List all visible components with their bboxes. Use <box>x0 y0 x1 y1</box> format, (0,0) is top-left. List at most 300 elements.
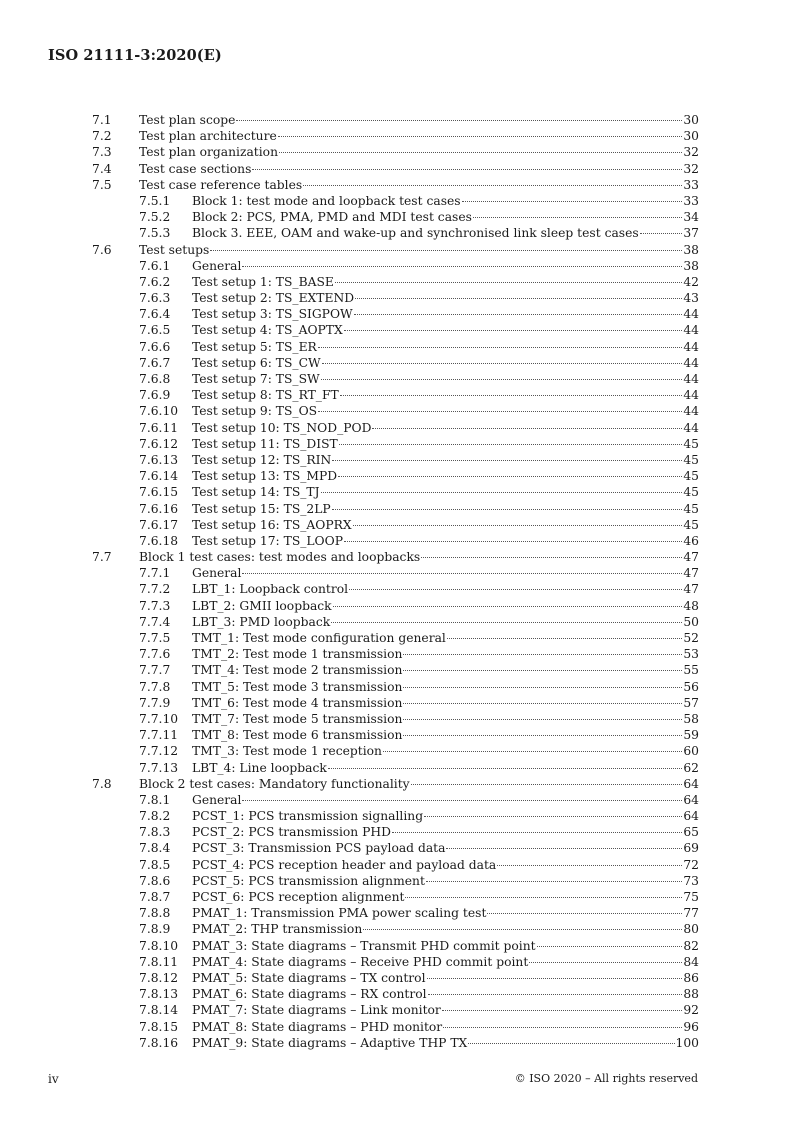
toc-entry-body <box>192 1035 699 1051</box>
toc-entry-title: Test setup 3: TS_SIGPOW <box>192 307 353 322</box>
toc-entry[interactable] <box>92 128 699 144</box>
toc-entry-body <box>192 225 699 241</box>
toc-entry-body <box>192 258 699 274</box>
toc-entry-title: Test plan architecture <box>139 129 277 144</box>
toc-entry-number: 7.7.2 <box>139 582 171 597</box>
toc-entry-number: 7.8.15 <box>139 1019 179 1034</box>
toc-entry-title: Block 2 test cases: Mandatory functionality <box>139 776 410 791</box>
toc-entry-number: 7.7.9 <box>139 695 171 710</box>
toc-entry-body <box>139 242 699 258</box>
toc-entry-page: 92 <box>683 1003 699 1018</box>
toc-entry-number: 7.8.14 <box>139 1003 179 1018</box>
toc-entry[interactable] <box>92 695 699 711</box>
toc-entry-title: PCST_2: PCS transmission PHD <box>192 825 391 840</box>
toc-dot-leader <box>487 913 682 914</box>
toc-entry-title: Test setup 1: TS_BASE <box>192 274 334 289</box>
toc-entry[interactable] <box>92 501 699 517</box>
toc-entry[interactable] <box>92 517 699 533</box>
toc-entry-number: 7.2 <box>92 129 112 144</box>
toc-entry-page: 75 <box>683 890 699 904</box>
toc-entry[interactable] <box>92 727 699 743</box>
toc-entry-number: 7.7.3 <box>139 598 171 613</box>
toc-entry[interactable] <box>92 873 699 889</box>
toc-entry-title: Test setups <box>139 242 210 257</box>
table-of-contents <box>92 112 699 1051</box>
toc-entry[interactable] <box>92 225 699 241</box>
toc-entry[interactable] <box>92 161 699 177</box>
toc-entry[interactable] <box>92 274 699 290</box>
toc-entry-number: 7.5.1 <box>139 193 171 208</box>
toc-dot-leader <box>405 897 682 898</box>
toc-entry-title: Test setup 15: TS_2LP <box>192 501 331 516</box>
toc-entry-number: 7.6.2 <box>139 274 171 289</box>
toc-entry-body <box>192 274 699 290</box>
toc-entry-body <box>139 128 699 144</box>
toc-entry[interactable] <box>92 776 699 792</box>
toc-entry[interactable] <box>92 679 699 695</box>
toc-entry-page: 64 <box>683 776 699 791</box>
toc-entry[interactable] <box>92 954 699 970</box>
toc-entry[interactable] <box>92 144 699 160</box>
toc-dot-leader <box>331 622 682 623</box>
toc-entry-page: 69 <box>683 841 699 856</box>
toc-entry-page: 33 <box>683 193 699 208</box>
toc-entry-page: 46 <box>683 533 699 548</box>
toc-entry[interactable] <box>92 921 699 937</box>
toc-entry-title: Block 1: test mode and loopback test cases <box>192 193 461 208</box>
toc-entry[interactable] <box>92 889 699 905</box>
toc-entry-body <box>192 743 699 759</box>
toc-entry-body <box>192 387 699 403</box>
toc-entry-page: 44 <box>683 307 699 322</box>
document-id: ISO 21111-3:2020(E) <box>48 47 222 64</box>
toc-entry[interactable] <box>92 905 699 921</box>
toc-dot-leader <box>318 411 682 412</box>
toc-entry-page: 50 <box>683 614 699 629</box>
toc-entry[interactable] <box>92 711 699 727</box>
toc-entry-body <box>192 646 699 662</box>
toc-entry-body <box>192 857 699 873</box>
toc-entry-title: Block 2: PCS, PMA, PMD and MDI test cases <box>192 210 472 225</box>
toc-entry[interactable] <box>92 840 699 856</box>
toc-entry-number: 7.7 <box>92 550 112 565</box>
toc-entry-page: 47 <box>683 582 699 597</box>
toc-entry-page: 32 <box>683 161 699 176</box>
toc-entry[interactable] <box>92 322 699 338</box>
toc-entry-page: 44 <box>683 388 699 403</box>
toc-entry-page: 45 <box>683 436 699 451</box>
toc-entry-body <box>192 501 699 517</box>
toc-entry-body <box>192 662 699 678</box>
toc-entry-number: 7.8.9 <box>139 922 171 937</box>
toc-dot-leader <box>242 573 682 574</box>
toc-entry[interactable] <box>92 468 699 484</box>
toc-dot-leader <box>332 509 683 510</box>
toc-entry-title: Test setup 5: TS_ER <box>192 339 317 354</box>
toc-entry[interactable] <box>92 339 699 355</box>
toc-entry[interactable] <box>92 565 699 581</box>
toc-entry-title: PMAT_1: Transmission PMA power scaling test <box>192 906 487 921</box>
toc-entry-title: Test setup 8: TS_RT_FT <box>192 388 339 403</box>
toc-entry-number: 7.8.6 <box>139 873 171 888</box>
toc-dot-leader <box>403 670 682 671</box>
toc-entry-body <box>192 1002 699 1018</box>
toc-entry-body <box>192 679 699 695</box>
toc-entry-title: Test plan scope <box>139 113 236 127</box>
toc-entry[interactable] <box>92 598 699 614</box>
toc-entry-number: 7.6.13 <box>139 452 179 467</box>
toc-entry-body <box>192 938 699 954</box>
toc-entry[interactable] <box>92 1019 699 1035</box>
toc-dot-leader <box>242 266 682 267</box>
toc-entry-title: Test setup 6: TS_CW <box>192 355 321 370</box>
toc-dot-leader <box>468 1043 674 1044</box>
toc-entry-title: Block 1 test cases: test modes and loopbacks <box>139 550 421 565</box>
toc-entry-number: 7.6.9 <box>139 388 171 403</box>
toc-entry-page: 38 <box>683 258 699 273</box>
toc-dot-leader <box>411 784 683 785</box>
toc-dot-leader <box>344 330 683 331</box>
toc-entry-number: 7.6.11 <box>139 420 179 435</box>
toc-dot-leader <box>278 136 683 137</box>
toc-entry-title: Test setup 4: TS_AOPTX <box>192 323 343 338</box>
toc-entry-body <box>192 403 699 419</box>
toc-entry-number: 7.6.18 <box>139 533 179 548</box>
toc-entry-body <box>192 420 699 436</box>
toc-entry-title: Test setup 2: TS_EXTEND <box>192 291 355 306</box>
toc-entry-number: 7.3 <box>92 145 112 160</box>
toc-entry-page: 84 <box>683 954 699 969</box>
toc-dot-leader <box>353 525 683 526</box>
toc-entry-number: 7.5.2 <box>139 210 171 225</box>
toc-entry[interactable] <box>92 533 699 549</box>
toc-entry-title: PCST_6: PCS reception alignment <box>192 890 405 904</box>
toc-entry-body <box>139 177 699 193</box>
toc-entry-number: 7.6.5 <box>139 323 171 338</box>
toc-entry[interactable] <box>92 177 699 193</box>
toc-entry[interactable] <box>92 581 699 597</box>
toc-entry-title: Block 3. EEE, OAM and wake-up and synchronised link sleep test cases <box>192 226 639 241</box>
toc-entry-title: Test case reference tables <box>139 177 303 192</box>
toc-entry-title: General <box>192 258 242 273</box>
toc-entry-title: Test setup 13: TS_MPD <box>192 469 338 484</box>
toc-entry-page: 53 <box>683 647 699 662</box>
toc-entry-title: PCST_5: PCS transmission alignment <box>192 873 425 888</box>
toc-dot-leader <box>403 654 682 655</box>
toc-entry-title: PMAT_7: State diagrams – Link monitor <box>192 1003 441 1018</box>
toc-entry-number: 7.7.13 <box>139 760 179 775</box>
toc-entry-page: 30 <box>683 113 699 127</box>
toc-entry-body <box>192 290 699 306</box>
toc-entry-title: Test plan organization <box>139 145 278 160</box>
toc-entry-body <box>139 112 699 128</box>
toc-entry-body <box>192 306 699 322</box>
toc-entry-page: 64 <box>683 792 699 807</box>
toc-entry[interactable] <box>92 1002 699 1018</box>
toc-entry-title: TMT_3: Test mode 1 reception <box>192 744 382 759</box>
toc-entry-title: TMT_5: Test mode 3 transmission <box>192 679 403 694</box>
toc-entry[interactable] <box>92 484 699 500</box>
toc-dot-leader <box>403 735 682 736</box>
toc-dot-leader <box>355 298 682 299</box>
toc-entry-page: 44 <box>683 372 699 386</box>
toc-entry-number: 7.5.3 <box>139 226 171 241</box>
toc-entry-page: 45 <box>683 517 699 532</box>
toc-entry[interactable] <box>92 290 699 306</box>
toc-entry-page: 58 <box>683 711 699 726</box>
toc-entry-title: Test case sections <box>139 161 252 176</box>
toc-entry-title: General <box>192 566 242 581</box>
toc-dot-leader <box>328 768 683 769</box>
toc-entry-number: 7.6.1 <box>139 258 171 273</box>
toc-entry-body <box>192 484 699 500</box>
toc-entry-page: 32 <box>683 145 699 160</box>
toc-entry-page: 44 <box>683 339 699 354</box>
toc-entry-body <box>139 776 699 792</box>
toc-dot-leader <box>462 201 683 202</box>
toc-entry-page: 45 <box>683 452 699 467</box>
toc-entry-body <box>139 549 699 565</box>
toc-entry-body <box>192 921 699 937</box>
toc-entry[interactable] <box>92 403 699 419</box>
toc-entry-title: TMT_6: Test mode 4 transmission <box>192 695 403 710</box>
toc-entry-page: 96 <box>683 1019 699 1034</box>
toc-entry-title: PMAT_4: State diagrams – Receive PHD commit point <box>192 954 529 969</box>
toc-dot-leader <box>447 638 683 639</box>
toc-dot-leader <box>363 929 682 930</box>
toc-entry-page: 44 <box>683 420 699 435</box>
toc-dot-leader <box>338 476 682 477</box>
toc-entry-title: PMAT_9: State diagrams – Adaptive THP TX <box>192 1035 468 1050</box>
toc-entry-body <box>192 436 699 452</box>
toc-entry-number: 7.7.7 <box>139 663 171 678</box>
toc-entry-page: 47 <box>683 550 699 565</box>
toc-dot-leader <box>332 460 682 461</box>
toc-entry-body <box>192 792 699 808</box>
toc-entry[interactable] <box>92 549 699 565</box>
toc-entry[interactable] <box>92 371 699 387</box>
toc-entry-title: TMT_1: Test mode configuration general <box>192 631 446 645</box>
toc-entry[interactable] <box>92 306 699 322</box>
toc-entry-page: 30 <box>683 129 699 144</box>
toc-entry-body <box>192 970 699 986</box>
toc-entry-number: 7.7.10 <box>139 711 179 726</box>
toc-entry-number: 7.7.8 <box>139 679 171 694</box>
toc-entry[interactable] <box>92 258 699 274</box>
toc-entry-page: 82 <box>683 938 699 953</box>
toc-entry-number: 7.8.10 <box>139 938 179 953</box>
toc-entry[interactable] <box>92 808 699 824</box>
toc-dot-leader <box>497 865 682 866</box>
toc-entry-body <box>192 581 699 597</box>
toc-entry-body <box>192 565 699 581</box>
toc-dot-leader <box>372 428 682 429</box>
toc-entry[interactable] <box>92 112 699 128</box>
toc-entry-title: Test setup 11: TS_DIST <box>192 436 338 451</box>
toc-entry-page: 73 <box>683 873 699 888</box>
toc-entry[interactable] <box>92 242 699 258</box>
toc-entry-body <box>139 161 699 177</box>
toc-entry[interactable] <box>92 630 699 646</box>
toc-entry-number: 7.6.10 <box>139 404 179 419</box>
toc-entry-page: 37 <box>683 226 699 241</box>
toc-entry-page: 62 <box>683 760 699 775</box>
toc-entry-number: 7.5 <box>92 177 112 192</box>
toc-entry-title: TMT_2: Test mode 1 transmission <box>192 647 403 662</box>
toc-entry[interactable] <box>92 193 699 209</box>
toc-entry[interactable] <box>92 614 699 630</box>
toc-entry[interactable] <box>92 938 699 954</box>
toc-entry-number: 7.8.2 <box>139 809 171 824</box>
toc-entry-number: 7.7.5 <box>139 631 171 645</box>
toc-entry-title: PMAT_2: THP transmission <box>192 922 363 937</box>
toc-entry-number: 7.6.14 <box>139 469 179 484</box>
toc-entry-page: 44 <box>683 404 699 419</box>
toc-entry-number: 7.8.8 <box>139 906 171 921</box>
toc-entry-body <box>192 824 699 840</box>
toc-entry-number: 7.6.15 <box>139 485 179 500</box>
toc-entry-body <box>192 598 699 614</box>
toc-entry-number: 7.7.11 <box>139 728 179 743</box>
toc-entry-body <box>192 808 699 824</box>
toc-entry[interactable] <box>92 743 699 759</box>
toc-entry-title: PMAT_5: State diagrams – TX control <box>192 970 426 985</box>
toc-entry-body <box>192 371 699 387</box>
toc-entry-body <box>192 840 699 856</box>
toc-entry-number: 7.4 <box>92 161 112 176</box>
toc-entry-body <box>192 954 699 970</box>
toc-entry-page: 52 <box>683 631 699 645</box>
toc-entry[interactable] <box>92 646 699 662</box>
toc-dot-leader <box>339 444 683 445</box>
toc-entry[interactable] <box>92 209 699 225</box>
toc-entry-body <box>192 452 699 468</box>
toc-entry-body <box>192 986 699 1002</box>
toc-entry[interactable] <box>92 760 699 776</box>
toc-entry-title: LBT_4: Line loopback <box>192 760 327 775</box>
toc-entry-page: 60 <box>683 744 699 759</box>
toc-entry-number: 7.8.11 <box>139 954 179 969</box>
toc-entry-number: 7.8 <box>92 776 112 791</box>
toc-entry-title: LBT_1: Loopback control <box>192 582 349 597</box>
toc-dot-leader <box>640 233 683 234</box>
toc-entry-number: 7.6.16 <box>139 501 179 516</box>
toc-entry-number: 7.6.12 <box>139 436 179 451</box>
toc-entry-title: Test setup 10: TS_NOD_POD <box>192 420 372 435</box>
toc-entry-page: 88 <box>683 987 699 1002</box>
toc-entry-page: 64 <box>683 809 699 824</box>
toc-entry-title: PCST_4: PCS reception header and payload data <box>192 857 497 872</box>
toc-entry-body <box>192 355 699 371</box>
toc-entry-number: 7.8.13 <box>139 987 179 1002</box>
toc-entry-number: 7.8.5 <box>139 857 171 872</box>
toc-entry-body <box>192 468 699 484</box>
toc-entry-title: General <box>192 792 242 807</box>
toc-entry-number: 7.1 <box>92 113 112 127</box>
toc-entry-body <box>192 905 699 921</box>
toc-entry[interactable] <box>92 355 699 371</box>
toc-entry-body <box>139 144 699 160</box>
toc-entry-page: 77 <box>683 906 699 921</box>
toc-entry-page: 33 <box>683 177 699 192</box>
document-header <box>48 47 222 64</box>
toc-entry-number: 7.6.17 <box>139 517 179 532</box>
toc-dot-leader <box>333 606 683 607</box>
toc-entry-body <box>192 711 699 727</box>
toc-entry-number: 7.8.16 <box>139 1035 179 1050</box>
toc-entry[interactable] <box>92 387 699 403</box>
toc-entry-number: 7.8.1 <box>139 792 171 807</box>
toc-entry-page: 48 <box>683 598 699 613</box>
toc-entry[interactable] <box>92 436 699 452</box>
toc-dot-leader <box>321 379 683 380</box>
toc-dot-leader <box>383 751 682 752</box>
toc-entry-body <box>192 517 699 533</box>
toc-dot-leader <box>303 185 682 186</box>
toc-entry[interactable] <box>92 970 699 986</box>
toc-dot-leader <box>210 250 682 251</box>
toc-entry-number: 7.8.12 <box>139 970 179 985</box>
toc-dot-leader <box>242 800 682 801</box>
toc-entry[interactable] <box>92 420 699 436</box>
toc-entry-page: 65 <box>683 825 699 840</box>
toc-dot-leader <box>252 169 682 170</box>
toc-entry[interactable] <box>92 986 699 1002</box>
toc-entry-title: PMAT_3: State diagrams – Transmit PHD commit point <box>192 938 536 953</box>
toc-dot-leader <box>349 589 682 590</box>
toc-entry-page: 45 <box>683 485 699 500</box>
toc-entry-number: 7.7.6 <box>139 647 171 662</box>
toc-dot-leader <box>403 719 682 720</box>
copyright-notice: © ISO 2020 – All rights reserved <box>514 1072 698 1085</box>
toc-dot-leader <box>318 347 683 348</box>
toc-entry-number: 7.6.6 <box>139 339 171 354</box>
toc-entry-number: 7.6.8 <box>139 372 171 386</box>
toc-dot-leader <box>321 492 683 493</box>
toc-entry-body <box>192 889 699 905</box>
toc-dot-leader <box>424 816 682 817</box>
toc-entry-title: TMT_4: Test mode 2 transmission <box>192 663 403 678</box>
toc-entry[interactable] <box>92 792 699 808</box>
toc-entry-page: 59 <box>683 728 699 743</box>
toc-dot-leader <box>279 152 682 153</box>
toc-entry-body <box>192 322 699 338</box>
toc-entry[interactable] <box>92 452 699 468</box>
toc-entry-number: 7.6 <box>92 242 112 257</box>
toc-entry-title: Test setup 17: TS_LOOP <box>192 533 343 548</box>
toc-entry[interactable] <box>92 1035 699 1051</box>
toc-entry-body <box>192 614 699 630</box>
toc-dot-leader <box>529 962 682 963</box>
toc-dot-leader <box>354 314 683 315</box>
toc-entry[interactable] <box>92 662 699 678</box>
toc-entry-title: LBT_2: GMII loopback <box>192 598 332 613</box>
toc-entry-page: 44 <box>683 355 699 370</box>
toc-entry-number: 7.6.4 <box>139 307 171 322</box>
toc-entry-page: 56 <box>683 679 699 694</box>
toc-entry-page: 47 <box>683 566 699 581</box>
toc-entry[interactable] <box>92 824 699 840</box>
toc-entry-number: 7.8.4 <box>139 841 171 856</box>
toc-entry-number: 7.8.7 <box>139 890 171 904</box>
toc-entry-body <box>192 630 699 646</box>
toc-entry-page: 45 <box>683 469 699 484</box>
toc-dot-leader <box>421 557 682 558</box>
toc-entry-title: TMT_8: Test mode 6 transmission <box>192 728 403 743</box>
toc-entry-title: Test setup 7: TS_SW <box>192 372 320 386</box>
toc-dot-leader <box>446 848 682 849</box>
toc-entry[interactable] <box>92 857 699 873</box>
